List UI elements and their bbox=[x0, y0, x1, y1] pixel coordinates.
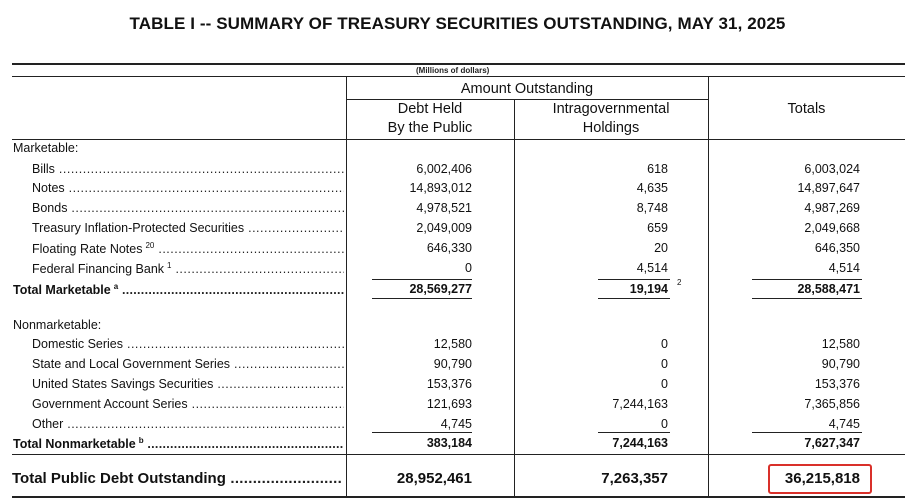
row-label: Domestic Series ..... bbox=[32, 337, 344, 357]
cell-intragov: 20 bbox=[654, 241, 668, 255]
cell-public: 383,184 bbox=[426, 436, 472, 450]
total-rule-public bbox=[372, 298, 472, 299]
row-label bbox=[32, 241, 344, 261]
table-row-other bbox=[0, 417, 915, 437]
header-intragov-line1: Intragovernmental bbox=[552, 101, 670, 117]
cell-public: 2,049,009 bbox=[416, 221, 472, 235]
highlight-box bbox=[768, 464, 872, 494]
table-row-federal-financing-bank bbox=[0, 261, 915, 281]
page-title: TABLE I -- SUMMARY OF TREASURY SECURITIES OUTSTANDING, MAY 31, 2025 bbox=[129, 14, 786, 33]
nonmarketable-bottom-rule bbox=[12, 454, 905, 455]
header-bottom-rule bbox=[12, 139, 905, 140]
cell-total: 2,049,668 bbox=[804, 221, 860, 235]
subtotal-rule-intragov bbox=[598, 279, 670, 280]
cell-total: 7,365,856 bbox=[804, 397, 860, 411]
row-label: Notes ..... bbox=[32, 181, 344, 201]
cell-total: 28,588,471 bbox=[797, 282, 860, 296]
cell-public: 12,580 bbox=[433, 337, 472, 351]
cell-total: 4,987,269 bbox=[804, 201, 860, 215]
cell-total: 14,897,647 bbox=[797, 181, 860, 195]
footnote-ref-intragov: 2 bbox=[677, 278, 682, 287]
units-note: (Millions of dollars) bbox=[416, 66, 490, 75]
units-rule bbox=[12, 76, 905, 77]
cell-intragov: 0 bbox=[661, 417, 668, 431]
row-label bbox=[13, 282, 344, 302]
subtotal-rule-total bbox=[752, 279, 862, 280]
cell-intragov: 4,514 bbox=[636, 261, 668, 275]
row-label-text: Total Marketable bbox=[13, 283, 111, 298]
cell-public: 28,952,461 bbox=[396, 470, 472, 487]
cell-public: 28,569,277 bbox=[409, 282, 472, 296]
cell-intragov: 0 bbox=[661, 337, 668, 351]
subtotal-rule-public bbox=[372, 279, 472, 280]
cell-total: 4,745 bbox=[828, 417, 860, 431]
row-label: Treasury Inflation-Protected Securities ..... bbox=[32, 221, 344, 241]
header-debt-held-line1: Debt Held bbox=[397, 101, 463, 117]
cell-total: 646,350 bbox=[814, 241, 860, 255]
row-label: Bills ..... bbox=[32, 162, 344, 182]
cell-public: 6,002,406 bbox=[416, 162, 472, 176]
cell-public: 646,330 bbox=[426, 241, 472, 255]
cell-total: 6,003,024 bbox=[804, 162, 860, 176]
cell-public: 4,745 bbox=[440, 417, 472, 431]
cell-intragov: 0 bbox=[661, 377, 668, 391]
row-label-text: Federal Financing Bank bbox=[32, 262, 165, 277]
table-row-bonds bbox=[0, 201, 915, 221]
cell-intragov: 0 bbox=[661, 357, 668, 371]
cell-public: 0 bbox=[465, 261, 472, 275]
cell-public: 153,376 bbox=[426, 377, 472, 391]
cell-intragov: 19,194 bbox=[629, 282, 668, 296]
row-label-text: Floating Rate Notes bbox=[32, 242, 143, 257]
subtotal-rule-public bbox=[372, 432, 472, 433]
header-debt-held-line2: By the Public bbox=[387, 120, 473, 136]
section-nonmarketable-label: Nonmarketable: bbox=[13, 318, 102, 332]
cell-total: 4,514 bbox=[828, 261, 860, 275]
cell-public: 14,893,012 bbox=[409, 181, 472, 195]
cell-intragov: 8,748 bbox=[636, 201, 668, 215]
table-row-savings-securities bbox=[0, 377, 915, 397]
table-row-bills bbox=[0, 162, 915, 182]
header-amount-outstanding: Amount Outstanding bbox=[460, 81, 594, 97]
footnote-ref: 20 bbox=[145, 241, 155, 250]
row-label: Bonds ..... bbox=[32, 201, 344, 221]
row-label: State and Local Government Series ..... bbox=[32, 357, 344, 377]
footnote-ref: a bbox=[113, 282, 119, 291]
cell-intragov: 659 bbox=[647, 221, 668, 235]
cell-intragov: 7,263,357 bbox=[601, 470, 668, 487]
table-row-domestic-series bbox=[0, 337, 915, 357]
cell-total: 12,580 bbox=[821, 337, 860, 351]
section-marketable-label: Marketable: bbox=[13, 141, 79, 155]
cell-total: 153,376 bbox=[814, 377, 860, 391]
table-row-government-account-series bbox=[0, 397, 915, 417]
total-rule-intragov bbox=[598, 298, 670, 299]
cell-total: 90,790 bbox=[821, 357, 860, 371]
cell-total: 7,627,347 bbox=[804, 436, 860, 450]
header-totals: Totals bbox=[787, 101, 826, 117]
table-row-tips bbox=[0, 221, 915, 241]
subtotal-rule-total bbox=[752, 432, 862, 433]
row-label: Government Account Series ..... bbox=[32, 397, 344, 417]
subtotal-rule-intragov bbox=[598, 432, 670, 433]
cell-intragov: 7,244,163 bbox=[612, 436, 668, 450]
row-label: United States Savings Securities ..... bbox=[32, 377, 344, 397]
table-row-notes bbox=[0, 181, 915, 201]
cell-intragov: 4,635 bbox=[636, 181, 668, 195]
header-intragov-line2: Holdings bbox=[582, 120, 640, 136]
row-label: Total Public Debt Outstanding ..... bbox=[12, 470, 343, 494]
cell-public: 4,978,521 bbox=[416, 201, 472, 215]
top-rule-thick bbox=[12, 63, 905, 65]
cell-public: 121,693 bbox=[426, 397, 472, 411]
table-bottom-rule bbox=[12, 496, 905, 498]
cell-intragov: 7,244,163 bbox=[612, 397, 668, 411]
cell-total: 36,215,818 bbox=[784, 470, 860, 487]
table-row-state-local-series bbox=[0, 357, 915, 377]
footnote-ref: 1 bbox=[167, 261, 172, 270]
table-row-total-nonmarketable bbox=[0, 436, 915, 456]
total-rule-total bbox=[752, 298, 862, 299]
row-label bbox=[13, 436, 344, 456]
table-row-total-marketable bbox=[0, 278, 915, 302]
cell-public: 90,790 bbox=[433, 357, 472, 371]
footnote-ref: b bbox=[138, 436, 144, 445]
row-label bbox=[32, 261, 344, 281]
row-label: Other ..... bbox=[32, 417, 344, 437]
row-label-text: Total Nonmarketable bbox=[13, 437, 136, 452]
table-row-floating-rate-notes bbox=[0, 241, 915, 261]
cell-intragov: 618 bbox=[647, 162, 668, 176]
